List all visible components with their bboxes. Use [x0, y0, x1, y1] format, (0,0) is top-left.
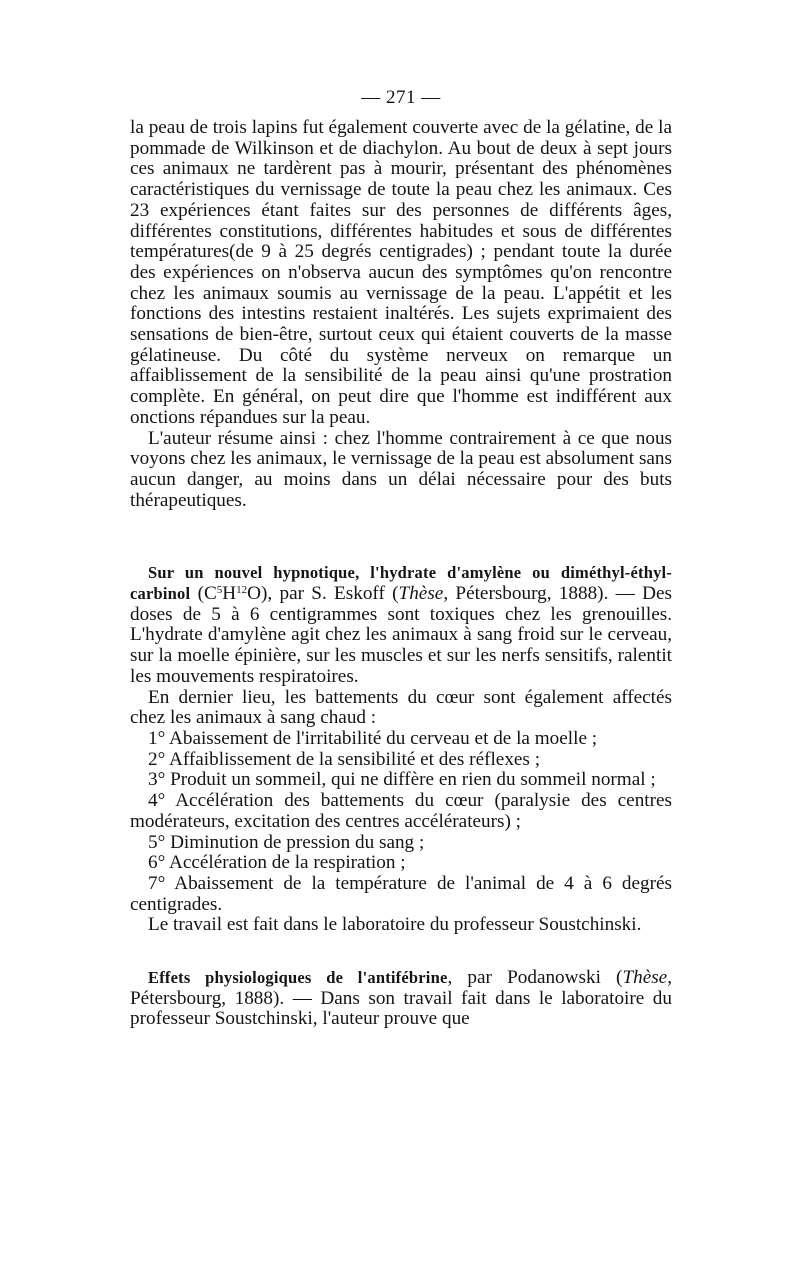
- section-spacer: [130, 936, 672, 968]
- list-item: 2° Affaiblissement de la sensibilité et des réflexes ;: [148, 748, 541, 770]
- section-antifebrine-intro: Effets physiologiques de l'antifébrine, par Podanowski (Thèse, Pétersbourg, 1888). — Dans son travail fait dans le laboratoire du professeur Soustchinski, l'auteur prouve que: [130, 967, 672, 1030]
- paragraph-author-summary: L'auteur résume ainsi : chez l'homme contrairement à ce que nous voyons chez les animaux, le vernissage de la peau est absolument sans aucun danger, au moins dans un délai nécessaire pour des buts thérapeutiques.: [130, 427, 672, 511]
- section-hypnotique-intro: Sur un nouvel hypnotique, l'hydrate d'amylène ou diméthyl-éthyl-carbinol $(C^5H^{12}O)$, par S. Eskoff (Thèse, Pétersbourg, 1888). — Des doses de 5 à 6 centigrammes sont toxiques chez les grenouilles. L'hydrate d'amylène agit chez les animaux à sang froid sur le cerveau, sur la moelle épinière, sur les muscles et sur les nerfs sensitifs, ralentit les mouvements respiratoires.: [130, 563, 672, 687]
- paragraph-laboratory-note: Le travail est fait dans le laboratoire du professeur Soustchinski.: [148, 914, 642, 936]
- section-heading-antifebrine: Effets physiologiques de l'antifébrine: [148, 968, 448, 988]
- page-number: — 271 —: [361, 87, 441, 108]
- list-item: 4° Accélération des battements du cœur (paralysie des centres modérateurs, excitation des centres accélérateurs) ;: [130, 790, 672, 832]
- section-heading-hypnotique: Sur un nouvel hypnotique, l'hydrate d'amylène ou diméthyl-éthyl-carbinol: [130, 563, 672, 604]
- source-thesis: Thèse: [622, 967, 668, 989]
- list-item: 1° Abaissement de l'irritabilité du cerveau et de la moelle ;: [148, 727, 598, 749]
- paragraph-effects-intro: En dernier lieu, les battements du cœur sont également affectés chez les animaux à sang chaud :: [130, 686, 672, 729]
- list-item: 7° Abaissement de la température de l'animal de 4 à 6 degrés centigrades.: [130, 872, 672, 915]
- source-thesis: Thèse: [398, 583, 444, 605]
- document-page: [130, 86, 672, 1030]
- list-item: 5° Diminution de pression du sang ;: [148, 831, 425, 853]
- paragraph-vernissage-results: la peau de trois lapins fut également couverte avec de la gélatine, de la pommade de Wilkinson et de diachylon. Au bout de deux à sept jours ces animaux ne tardèrent pas à mourir, présentant des phénomènes caractéristiques du vernissage de toute la peau chez les animaux. Ces 23 expériences étant faites sur des personnes de différents âges, différentes constitutions, différentes habitudes et sous de différentes températures(de 9 à 25 degrés centigrades) ; pendant toute la durée des expériences on n'observa aucun des symptômes qu'on rencontre chez les animaux soumis au vernissage de la peau. L'appétit et les fonctions des intestins restaient inaltérés. Les sujets exprimaient des sensations de bien-être, surtout ceux qui étaient couverts de la masse gélatineuse. Du côté du système nerveux on remarque un affaiblissement de la sensibilité de la peau ainsi qu'une prostration complète. En général, on peut dire que l'homme est indifférent aux onctions répandues sur la peau.: [130, 117, 672, 428]
- list-item: 6° Accélération de la respiration ;: [148, 852, 406, 874]
- section-spacer: [130, 511, 672, 563]
- list-item: 3° Produit un sommeil, qui ne diffère en rien du sommeil normal ;: [148, 769, 656, 791]
